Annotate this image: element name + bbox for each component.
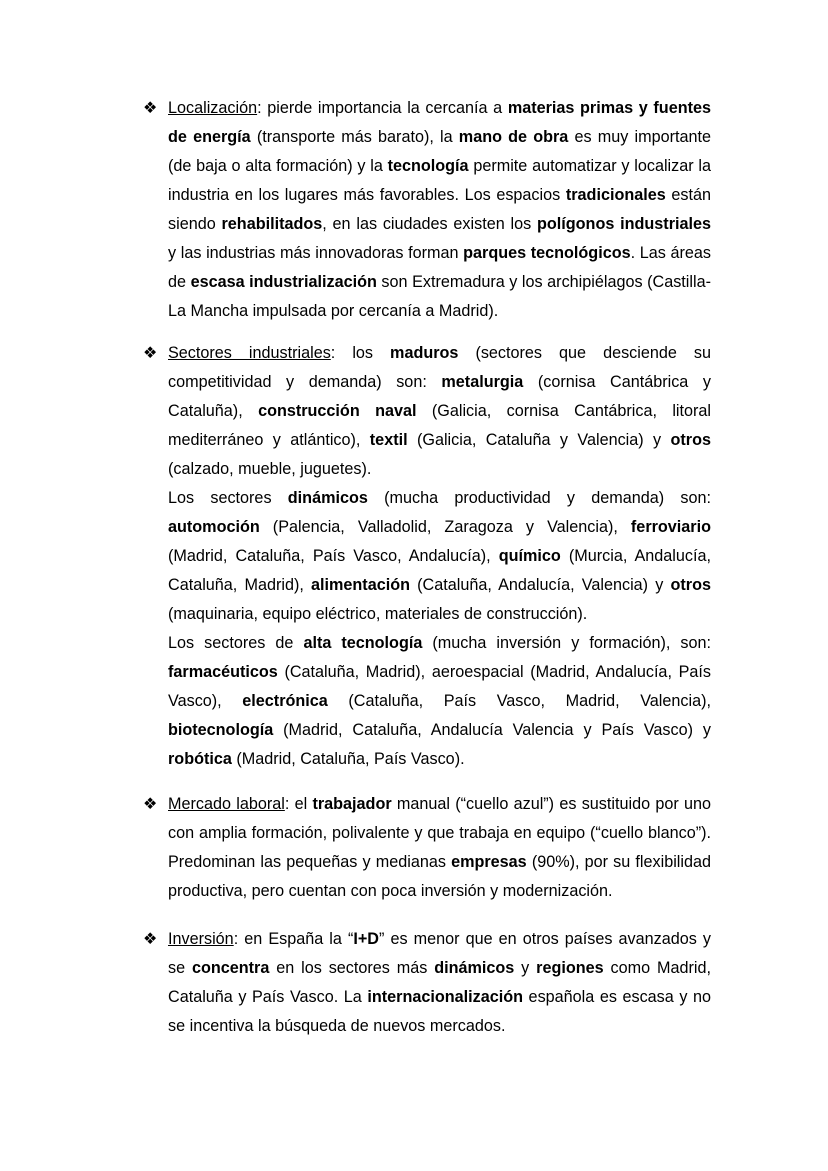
text-run: (Madrid, Cataluña, País Vasco). <box>231 750 465 768</box>
diamond-bullet-icon: ❖ <box>143 929 158 948</box>
bold-term: otros <box>670 431 711 449</box>
bold-term: trabajador <box>312 795 392 813</box>
text-run: (Cataluña, Andalucía, Valencia) y <box>409 576 671 594</box>
bullet-mercado-laboral <box>143 790 711 906</box>
bold-term: automoción <box>168 518 260 536</box>
text-run: (Cataluña, País Vasco, Madrid, Valencia), <box>327 692 711 710</box>
bold-term: robótica <box>168 750 232 768</box>
bold-term: dinámicos <box>287 489 368 507</box>
text-run: (mucha inversión y formación), son: <box>422 634 711 652</box>
bold-term: polígonos industriales <box>537 215 711 233</box>
text-run: española es escasa y no se incentiva la búsqueda de nuevos mercados. <box>168 988 711 1035</box>
text-run: son Extremadura y los archipiélagos (Castilla-La Mancha impulsada por cercanía a Madrid). <box>168 273 711 320</box>
text-run: (Madrid, Cataluña, Andalucía Valencia y País Vasco) y <box>273 721 711 739</box>
text-run: en los sectores más <box>269 959 435 977</box>
bold-term: regiones <box>536 959 604 977</box>
bold-term: internacionalización <box>367 988 523 1006</box>
bold-term: ferroviario <box>630 518 711 536</box>
text-run: : pierde importancia la cercanía a <box>257 99 508 117</box>
section-heading: Sectores industriales <box>168 344 331 362</box>
text-run: : en España la “ <box>233 930 354 948</box>
text-run: (calzado, mueble, juguetes). <box>168 460 372 478</box>
text-run: es muy importante (de baja o alta formación) y la <box>168 128 711 175</box>
bold-term: construcción naval <box>258 402 417 420</box>
diamond-bullet-icon: ❖ <box>143 343 158 362</box>
bullet-sectores-industriales <box>143 339 711 774</box>
bold-term: metalurgia <box>441 373 524 391</box>
bold-term: otros <box>670 576 711 594</box>
bold-term: materias primas y fuentes de energía <box>168 99 711 146</box>
text-run: . Las áreas de <box>168 244 711 291</box>
bold-term: escasa industrialización <box>190 273 377 291</box>
bold-term: textil <box>369 431 408 449</box>
text-run: Los sectores <box>168 489 288 507</box>
bullet-inversion <box>143 925 711 1041</box>
bold-term: empresas <box>451 853 527 871</box>
diamond-bullet-icon: ❖ <box>143 98 158 117</box>
text-run: (90%), por su flexibilidad productiva, pero cuentan con poca inversión y modernización. <box>168 853 712 900</box>
paragraph <box>168 790 711 906</box>
bold-term: concentra <box>191 959 270 977</box>
text-run: ” es menor que en otros países avanzados y se <box>168 930 712 977</box>
bold-term: electrónica <box>242 692 328 710</box>
paragraph <box>168 629 711 774</box>
bold-term: alimentación <box>311 576 410 594</box>
text-run: (Palencia, Valladolid, Zaragoza y Valencia), <box>259 518 631 536</box>
text-run: y <box>514 959 537 977</box>
text-run: (transporte más barato), la <box>250 128 459 146</box>
text-run: y las industrias más innovadoras forman <box>168 244 464 262</box>
section-heading: Localización <box>168 99 258 117</box>
text-run: , en las ciudades existen los <box>322 215 538 233</box>
bold-term: dinámicos <box>434 959 515 977</box>
text-run: (Cataluña, Madrid), aeroespacial (Madrid, Andalucía, País Vasco), <box>168 663 711 710</box>
paragraph <box>168 339 711 484</box>
text-run: manual (“cuello azul”) es sustituido por uno con amplia formación, polivalente y que trabaja en equipo (“cuello blanco”). Predominan las pequeñas y medianas <box>168 795 712 871</box>
text-run: como Madrid, Cataluña y País Vasco. La <box>168 959 711 1006</box>
text-run: : el <box>284 795 313 813</box>
text-run: permite automatizar y localizar la industria en los lugares más favorables. Los espacios <box>168 157 711 204</box>
text-run: (sectores que desciende su competitividad y demanda) son: <box>168 344 712 391</box>
bold-term: tecnología <box>387 157 469 175</box>
paragraph <box>168 484 711 629</box>
paragraph <box>168 94 711 326</box>
paragraph <box>168 925 711 1041</box>
bold-term: alta tecnología <box>303 634 423 652</box>
text-run: (Galicia, cornisa Cantábrica, litoral mediterráneo y atlántico), <box>168 402 711 449</box>
section-heading: Inversión <box>168 930 234 948</box>
bold-term: tradicionales <box>565 186 666 204</box>
bold-term: rehabilitados <box>221 215 323 233</box>
bold-term: mano de obra <box>458 128 569 146</box>
bold-term: parques tecnológicos <box>463 244 631 262</box>
text-run: (Murcia, Andalucía, Cataluña, Madrid), <box>168 547 711 594</box>
text-run: (mucha productividad y demanda) son: <box>367 489 711 507</box>
bold-term: biotecnología <box>168 721 274 739</box>
text-run: están siendo <box>168 186 711 233</box>
text-run: (cornisa Cantábrica y Cataluña), <box>168 373 711 420</box>
bold-term: farmacéuticos <box>168 663 278 681</box>
text-run: (Madrid, Cataluña, País Vasco, Andalucía), <box>168 547 499 565</box>
bold-term: maduros <box>390 344 459 362</box>
text-run: : los <box>330 344 391 362</box>
text-run: Los sectores de <box>168 634 304 652</box>
text-run: (maquinaria, equipo eléctrico, materiales de construcción). <box>168 605 588 623</box>
bold-term: I+D <box>353 930 380 948</box>
bold-term: químico <box>498 547 561 565</box>
diamond-bullet-icon: ❖ <box>143 794 158 813</box>
bullet-localizacion <box>143 94 711 326</box>
section-heading: Mercado laboral <box>168 795 285 813</box>
text-run: (Galicia, Cataluña y Valencia) y <box>407 431 671 449</box>
